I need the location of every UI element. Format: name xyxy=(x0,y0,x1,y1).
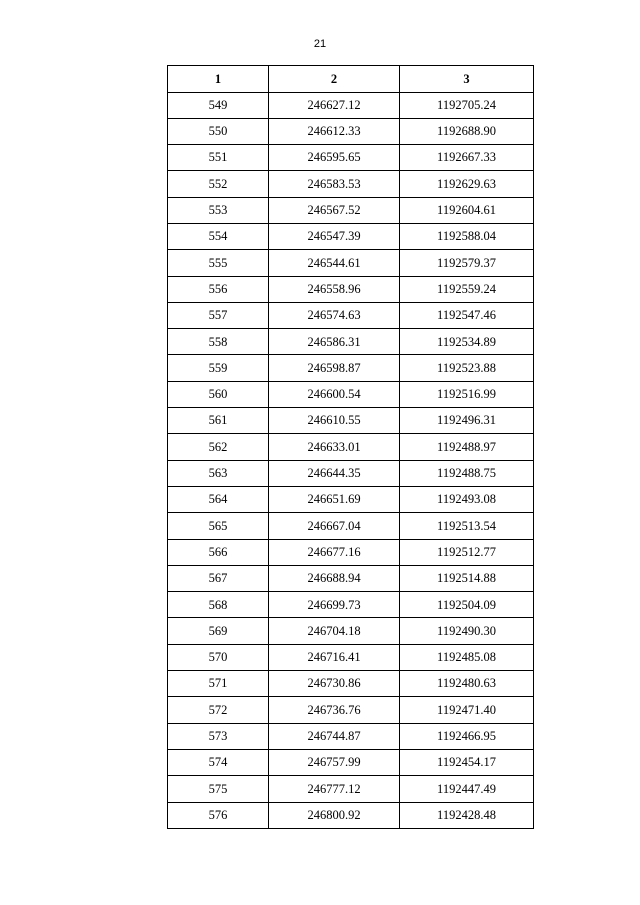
table-row xyxy=(168,513,534,539)
column-header-3: 3 xyxy=(400,66,534,93)
x-coordinate-cell: 246595.65 xyxy=(269,145,400,171)
x-coordinate-cell: 246586.31 xyxy=(269,329,400,355)
x-coordinate-cell: 246544.61 xyxy=(269,250,400,276)
point-number-cell: 553 xyxy=(168,197,269,223)
page-number: 21 xyxy=(313,38,327,50)
table-row xyxy=(168,697,534,723)
point-number-cell: 549 xyxy=(168,92,269,118)
point-number-cell: 562 xyxy=(168,434,269,460)
table-row xyxy=(168,434,534,460)
table-row xyxy=(168,749,534,775)
table-row xyxy=(168,776,534,802)
column-header-1: 1 xyxy=(168,66,269,93)
y-coordinate-cell: 1192513.54 xyxy=(400,513,534,539)
x-coordinate-cell: 246610.55 xyxy=(269,408,400,434)
table-row xyxy=(168,618,534,644)
point-number-cell: 566 xyxy=(168,539,269,565)
x-coordinate-cell: 246558.96 xyxy=(269,276,400,302)
x-coordinate-cell: 246800.92 xyxy=(269,802,400,828)
point-number-cell: 568 xyxy=(168,592,269,618)
point-number-cell: 557 xyxy=(168,302,269,328)
table-row xyxy=(168,92,534,118)
y-coordinate-cell: 1192588.04 xyxy=(400,223,534,249)
x-coordinate-cell: 246644.35 xyxy=(269,460,400,486)
y-coordinate-cell: 1192629.63 xyxy=(400,171,534,197)
x-coordinate-cell: 246567.52 xyxy=(269,197,400,223)
x-coordinate-cell: 246574.63 xyxy=(269,302,400,328)
table-row xyxy=(168,671,534,697)
y-coordinate-cell: 1192705.24 xyxy=(400,92,534,118)
y-coordinate-cell: 1192485.08 xyxy=(400,644,534,670)
point-number-cell: 556 xyxy=(168,276,269,302)
y-coordinate-cell: 1192466.95 xyxy=(400,723,534,749)
point-number-cell: 561 xyxy=(168,408,269,434)
table-row xyxy=(168,302,534,328)
y-coordinate-cell: 1192488.75 xyxy=(400,460,534,486)
point-number-cell: 558 xyxy=(168,329,269,355)
column-header-2: 2 xyxy=(269,66,400,93)
table-row xyxy=(168,408,534,434)
x-coordinate-cell: 246598.87 xyxy=(269,355,400,381)
y-coordinate-cell: 1192579.37 xyxy=(400,250,534,276)
table-row xyxy=(168,223,534,249)
table-row xyxy=(168,355,534,381)
point-number-cell: 565 xyxy=(168,513,269,539)
y-coordinate-cell: 1192516.99 xyxy=(400,381,534,407)
point-number-cell: 559 xyxy=(168,355,269,381)
x-coordinate-cell: 246627.12 xyxy=(269,92,400,118)
table-row xyxy=(168,486,534,512)
y-coordinate-cell: 1192447.49 xyxy=(400,776,534,802)
coordinates-table xyxy=(167,65,534,829)
y-coordinate-cell: 1192428.48 xyxy=(400,802,534,828)
y-coordinate-cell: 1192512.77 xyxy=(400,539,534,565)
table-row xyxy=(168,565,534,591)
point-number-cell: 552 xyxy=(168,171,269,197)
table-row xyxy=(168,381,534,407)
y-coordinate-cell: 1192547.46 xyxy=(400,302,534,328)
table-row xyxy=(168,250,534,276)
table-row xyxy=(168,460,534,486)
y-coordinate-cell: 1192488.97 xyxy=(400,434,534,460)
x-coordinate-cell: 246547.39 xyxy=(269,223,400,249)
point-number-cell: 573 xyxy=(168,723,269,749)
y-coordinate-cell: 1192496.31 xyxy=(400,408,534,434)
y-coordinate-cell: 1192493.08 xyxy=(400,486,534,512)
x-coordinate-cell: 246677.16 xyxy=(269,539,400,565)
y-coordinate-cell: 1192454.17 xyxy=(400,749,534,775)
table-row xyxy=(168,644,534,670)
x-coordinate-cell: 246736.76 xyxy=(269,697,400,723)
table-row xyxy=(168,276,534,302)
point-number-cell: 560 xyxy=(168,381,269,407)
table-body xyxy=(168,92,534,828)
y-coordinate-cell: 1192688.90 xyxy=(400,118,534,144)
y-coordinate-cell: 1192534.89 xyxy=(400,329,534,355)
point-number-cell: 572 xyxy=(168,697,269,723)
table-row xyxy=(168,539,534,565)
table-row xyxy=(168,802,534,828)
point-number-cell: 575 xyxy=(168,776,269,802)
point-number-cell: 563 xyxy=(168,460,269,486)
x-coordinate-cell: 246667.04 xyxy=(269,513,400,539)
point-number-cell: 574 xyxy=(168,749,269,775)
y-coordinate-cell: 1192604.61 xyxy=(400,197,534,223)
point-number-cell: 576 xyxy=(168,802,269,828)
x-coordinate-cell: 246633.01 xyxy=(269,434,400,460)
table-row xyxy=(168,723,534,749)
y-coordinate-cell: 1192490.30 xyxy=(400,618,534,644)
y-coordinate-cell: 1192559.24 xyxy=(400,276,534,302)
x-coordinate-cell: 246583.53 xyxy=(269,171,400,197)
x-coordinate-cell: 246744.87 xyxy=(269,723,400,749)
y-coordinate-cell: 1192667.33 xyxy=(400,145,534,171)
point-number-cell: 554 xyxy=(168,223,269,249)
point-number-cell: 551 xyxy=(168,145,269,171)
point-number-cell: 550 xyxy=(168,118,269,144)
table-row xyxy=(168,171,534,197)
point-number-cell: 555 xyxy=(168,250,269,276)
x-coordinate-cell: 246716.41 xyxy=(269,644,400,670)
point-number-cell: 570 xyxy=(168,644,269,670)
x-coordinate-cell: 246600.54 xyxy=(269,381,400,407)
x-coordinate-cell: 246688.94 xyxy=(269,565,400,591)
y-coordinate-cell: 1192471.40 xyxy=(400,697,534,723)
x-coordinate-cell: 246651.69 xyxy=(269,486,400,512)
y-coordinate-cell: 1192523.88 xyxy=(400,355,534,381)
table-row xyxy=(168,145,534,171)
x-coordinate-cell: 246730.86 xyxy=(269,671,400,697)
point-number-cell: 569 xyxy=(168,618,269,644)
table-row xyxy=(168,197,534,223)
x-coordinate-cell: 246612.33 xyxy=(269,118,400,144)
y-coordinate-cell: 1192514.88 xyxy=(400,565,534,591)
x-coordinate-cell: 246704.18 xyxy=(269,618,400,644)
y-coordinate-cell: 1192504.09 xyxy=(400,592,534,618)
table-row xyxy=(168,329,534,355)
table-header-row xyxy=(168,66,534,93)
x-coordinate-cell: 246757.99 xyxy=(269,749,400,775)
x-coordinate-cell: 246777.12 xyxy=(269,776,400,802)
table-row xyxy=(168,592,534,618)
point-number-cell: 564 xyxy=(168,486,269,512)
table-row xyxy=(168,118,534,144)
point-number-cell: 567 xyxy=(168,565,269,591)
point-number-cell: 571 xyxy=(168,671,269,697)
y-coordinate-cell: 1192480.63 xyxy=(400,671,534,697)
x-coordinate-cell: 246699.73 xyxy=(269,592,400,618)
